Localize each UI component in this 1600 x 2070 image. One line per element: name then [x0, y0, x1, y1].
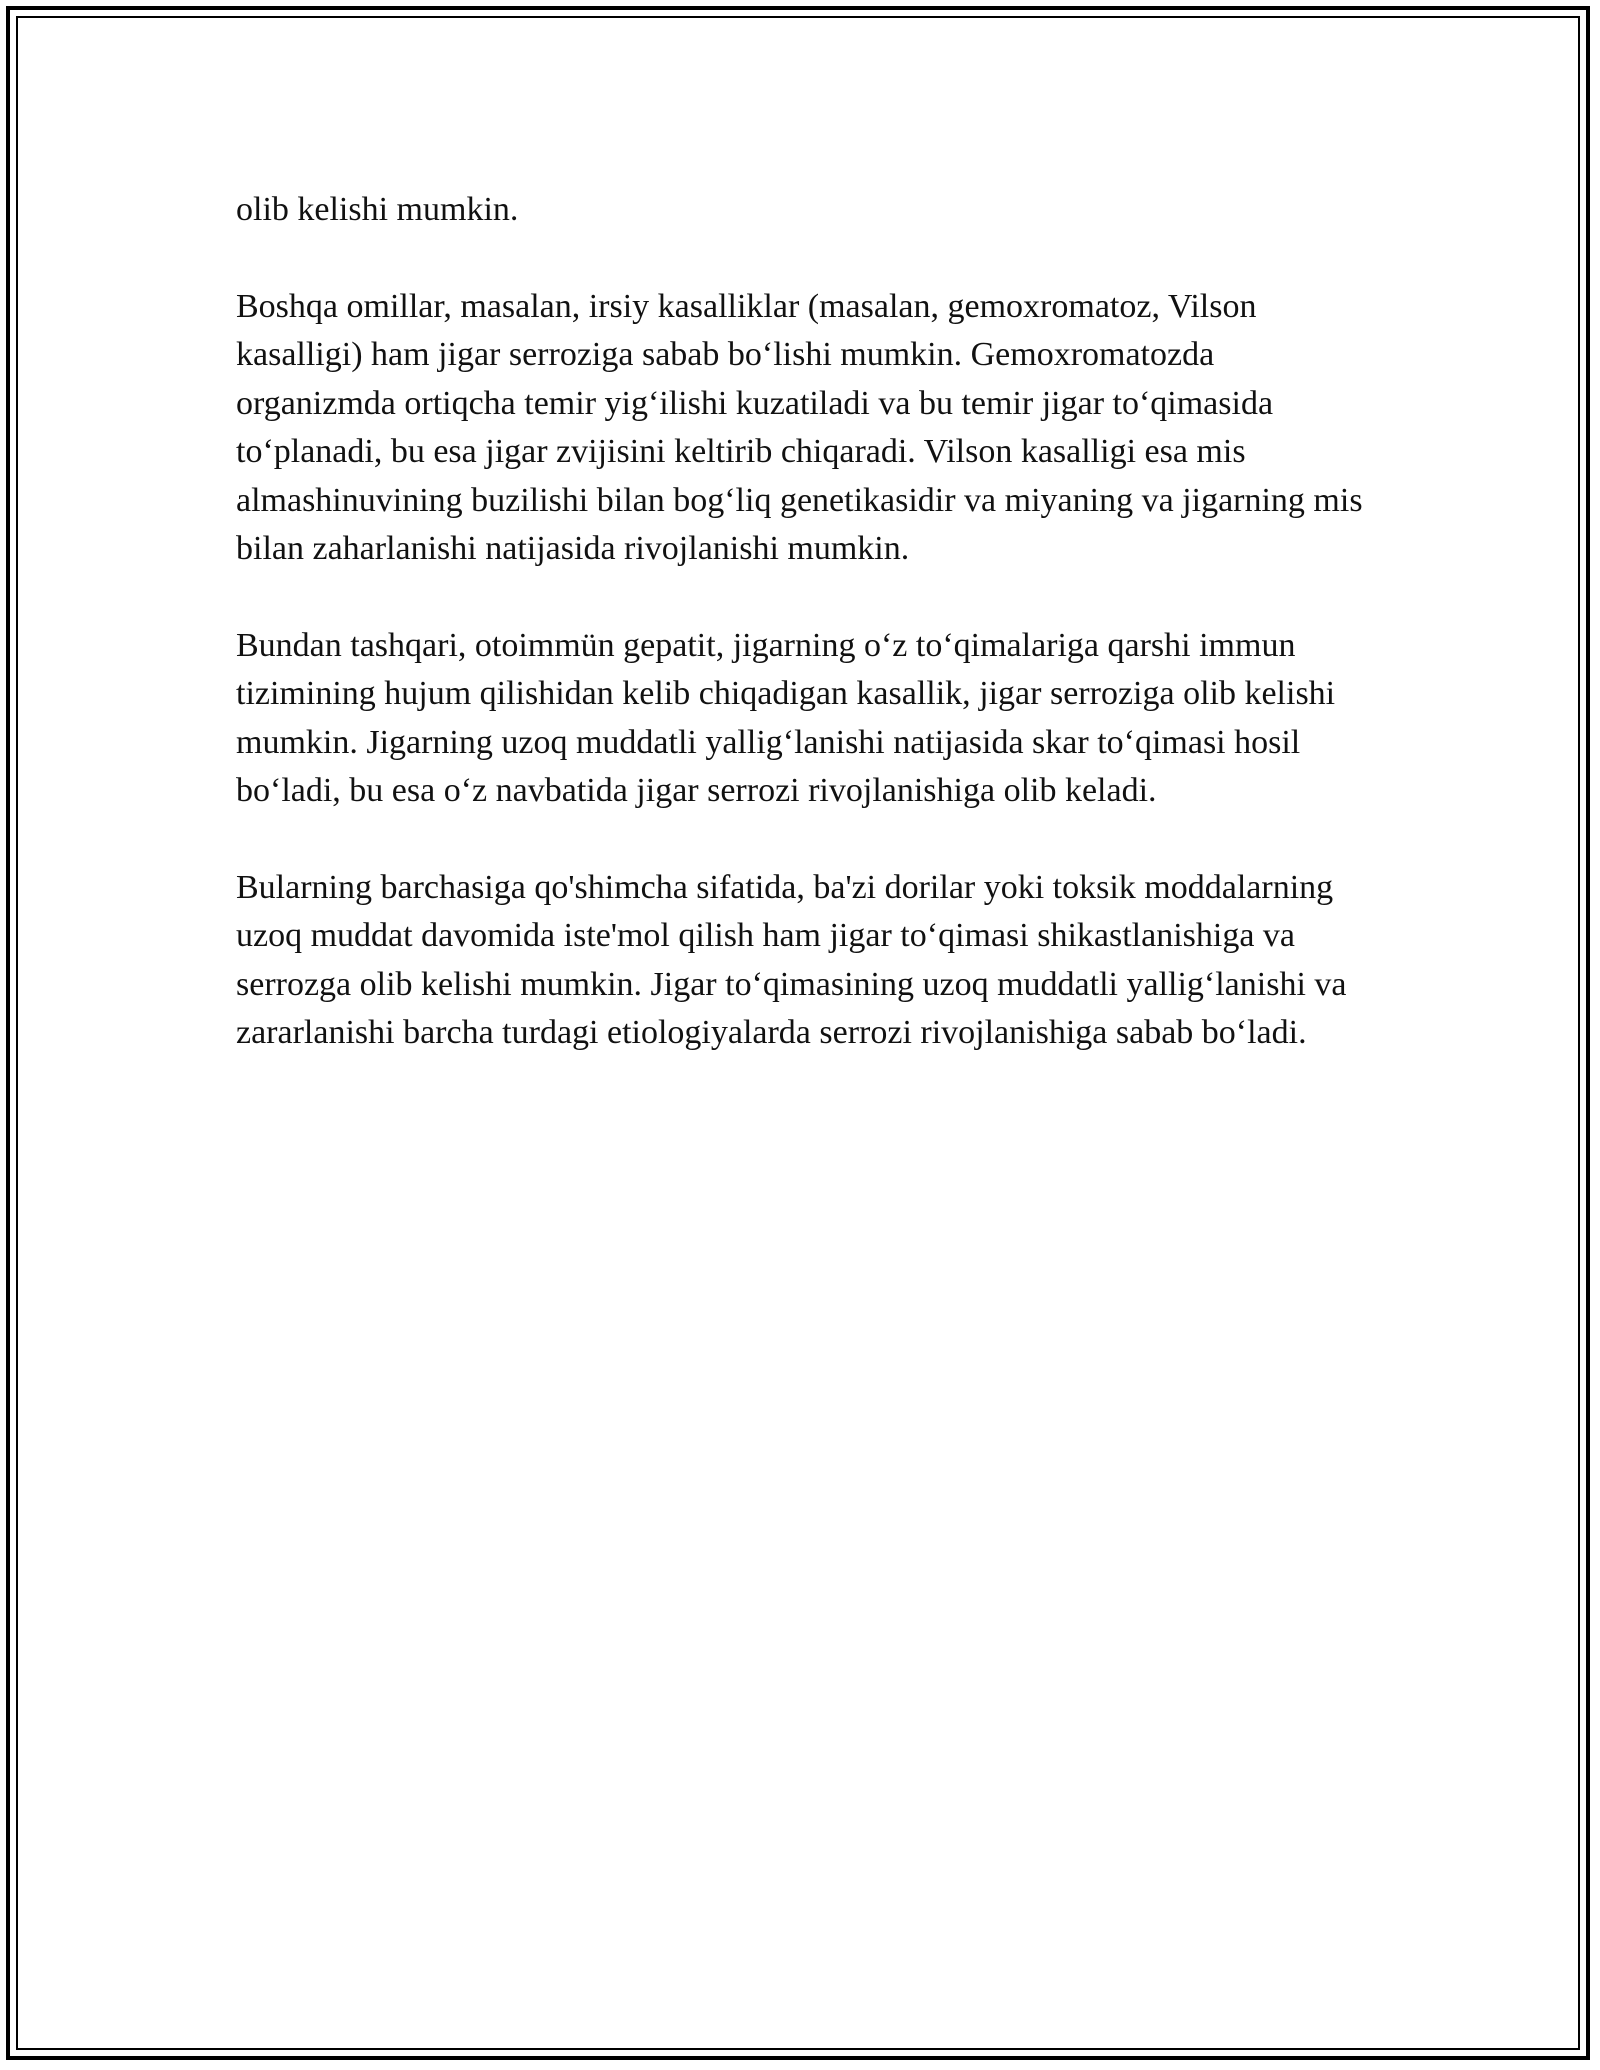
paragraph-continuation: olib kelishi mumkin. — [236, 191, 519, 228]
paragraph-toxic-substances: Bularning barchasiga qo'shimcha sifatida, ba'zi dorilar yoki toksik moddalarning uzoq muddat davomida iste'mol qilish ham jigar to‘qimasi shikastlanishiga va serrozga olib kelishi mumkin. Jigar to‘qimasining uzoq muddatli yallig‘lanishi va zararlanishi barcha turdagi etiologiyalarda serrozi rivojlanishiga sabab bo‘ladi. — [236, 868, 1347, 1051]
paragraph-hereditary-diseases: Boshqa omillar, masalan, irsiy kasalliklar (masalan, gemoxromatoz, Vilson kasalligi) ham jigar serroziga sabab bo‘lishi mumkin. Gemoxromatozda organizmda ortiqcha temir yig‘ilishi kuzatiladi va bu temir jigar to‘qimasida to‘planadi, bu esa jigar zvijisini keltirib chiqaradi. Vilson kasalligi esa mis almashinuvining buzilishi bilan bog‘liq genetikasidir va miyaning va jigarning mis bilan zaharlanishi natijasida rivojlanishi mumkin. — [236, 287, 1363, 567]
document-body — [236, 186, 1376, 1106]
paragraph-autoimmune-hepatitis: Bundan tashqari, otoimmün gepatit, jigarning o‘z to‘qimalariga qarshi immun tizimining hujum qilishidan kelib chiqadigan kasallik, jigar serroziga olib kelishi mumkin. Jigarning uzoq muddatli yallig‘lanishi natijasida skar to‘qimasi hosil bo‘ladi, bu esa o‘z navbatida jigar serrozi rivojlanishiga olib keladi. — [236, 626, 1336, 809]
